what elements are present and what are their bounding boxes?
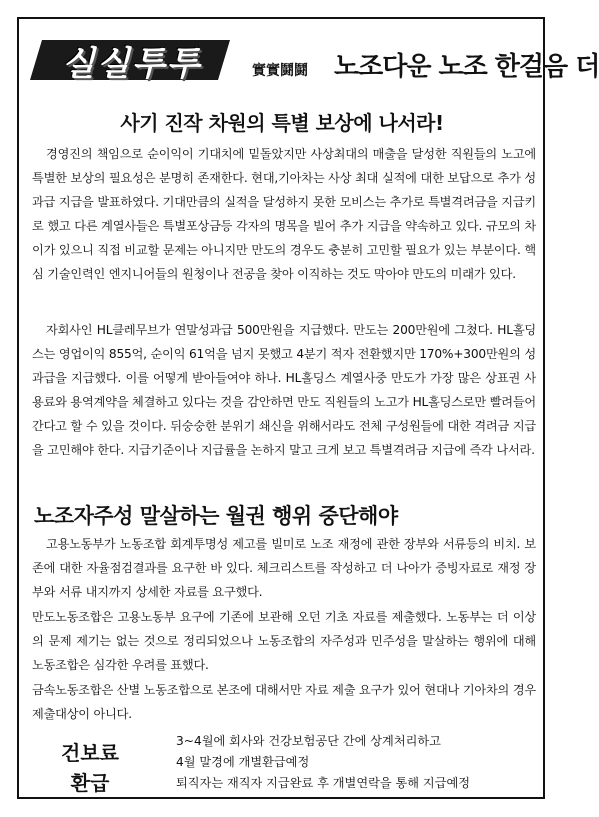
hanja-title: 實實鬪鬪: [252, 63, 308, 79]
refund-details: [176, 731, 470, 794]
refund-line: 3~4월에 회사와 건강보험공단 간에 상계처리하고: [176, 734, 441, 748]
section1-heading: 사기 진작 차원의 특별 보상에 나서라!: [120, 111, 444, 135]
refund-label-line: 건보료: [61, 741, 119, 765]
masthead: [30, 30, 599, 92]
refund-label: [50, 738, 130, 798]
refund-line: 퇴직자는 재직자 지급완료 후 개별연락을 통해 지급예정: [176, 776, 471, 790]
section2-heading: 노조자주성 말살하는 월권 행위 중단해야: [34, 504, 398, 528]
refund-label-line: 환급: [70, 771, 110, 795]
section2-paragraph: 만도노동조합은 고용노동부 요구에 기존에 보관해 오던 기초 자료를 제출했다. 노동부는 더 이상의 문제 제기는 없는 것으로 정리되었으나 노동조합의 자주성과 민주성을 말살하는 행위에 대해 노동조합은 심각한 우려를 표했다.: [32, 610, 536, 673]
slogan: 노조다운 노조 한걸음 더: [334, 52, 599, 82]
refund-line: 4월 말경에 개별환급예정: [176, 755, 310, 769]
section2-paragraph: 금속노동조합은 산별 노동조합으로 본조에 대해서만 자료 제출 요구가 있어 현대나 기아차의 경우 제출대상이 아니다.: [32, 683, 536, 722]
section1-paragraph: 자회사인 HL클레무브가 연말성과급 500만원을 지급했다. 만도는 200만원에 그쳤다. HL홀딩스는 영업이익 855억, 순이익 61억을 넘지 못했고 4분기 적자 전환했지만 170%+300만원의 성과급을 지급했다. 이를 어떻게 받아들여야 하나. HL홀딩스 계열사중 만도가 가장 많은 상표권 사용료와 용역계약을 체결하고 있다는 것을 감안하면 만도 직원들의 노고가 HL홀딩스로만 빨려들어간다고 할 수 있을 것이다. 뒤숭숭한 분위기 쇄신을 위해서라도 전체 구성원들에 대한 격려금 지급을 고민해야 한다. 지급기준이나 지급률을 논하지 말고 크게 보고 특별격려금 지급에 즉각 나서라.: [32, 323, 536, 458]
newsletter-logo: 실실투투: [62, 44, 202, 84]
section1-paragraph: 경영진의 책임으로 순이익이 기대치에 밑돌았지만 사상최대의 매출을 달성한 직원들의 노고에 특별한 보상의 필요성은 분명히 존재한다. 현대,기아차는 사상 최대 실적에 대한 보답으로 추가 성과급 지급을 발표하였다. 기대만큼의 실적을 달성하지 못한 모비스는 추가로 특별격려금을 지급키로 했고 다른 계열사들은 특별포상금등 각자의 명목을 빌어 추가 지급을 약속하고 있다. 규모의 차이가 있으니 직접 비교할 문제는 아니지만 만도의 경우도 충분히 고민할 필요가 있는 부분이다. 핵심 기술인력인 엔지니어들의 원청이나 전공을 찾아 이직하는 것도 막아야 만도의 미래가 있다.: [32, 147, 536, 282]
section2-paragraph: 고용노동부가 노동조합 회계투명성 제고를 빌미로 노조 재정에 관한 장부와 서류등의 비치. 보존에 대한 자율점검결과를 요구한 바 있다. 체크리스트를 작성하고 더 나아가 증빙자료로 재정 장부와 서류 내지까지 상세한 자료를 요구했다.: [32, 537, 536, 600]
